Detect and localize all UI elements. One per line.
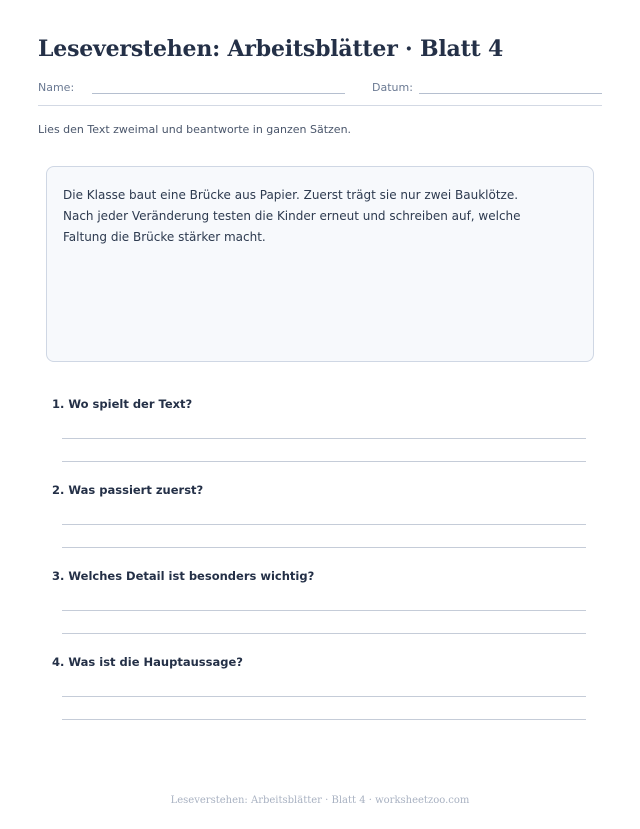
answer-line[interactable] [62, 633, 586, 634]
passage-line: Die Klasse baut eine Brücke aus Papier. Zuerst trägt sie nur zwei Bauklötze. [63, 188, 519, 202]
date-label: Datum: [372, 81, 413, 94]
question-1 [52, 397, 586, 467]
answer-line[interactable] [62, 438, 586, 439]
answer-line[interactable] [62, 719, 586, 720]
question-label: 4. Was ist die Hauptaussage? [52, 655, 243, 669]
answer-line[interactable] [62, 524, 586, 525]
question-2 [52, 483, 586, 553]
question-3 [52, 569, 586, 639]
answer-line[interactable] [62, 547, 586, 548]
date-field-line[interactable] [419, 93, 602, 94]
answer-line[interactable] [62, 610, 586, 611]
passage-line: Nach jeder Veränderung testen die Kinder erneut und schreiben auf, welche [63, 209, 521, 223]
reading-passage-box [46, 166, 594, 362]
page-title: Leseverstehen: Arbeitsblätter · Blatt 4 [38, 36, 504, 62]
name-label: Name: [38, 81, 75, 94]
question-label: 3. Welches Detail ist besonders wichtig? [52, 569, 315, 583]
passage-line: Faltung die Brücke stärker macht. [63, 230, 266, 244]
header-divider [38, 105, 602, 106]
answer-line[interactable] [62, 696, 586, 697]
page-footer: Leseverstehen: Arbeitsblätter · Blatt 4 · worksheetzoo.com [170, 795, 470, 806]
name-field-line[interactable] [92, 93, 345, 94]
answer-line[interactable] [62, 461, 586, 462]
instruction-text: Lies den Text zweimal und beantworte in ganzen Sätzen. [38, 123, 352, 136]
question-label: 2. Was passiert zuerst? [52, 483, 204, 497]
header-fields [38, 80, 602, 106]
question-label: 1. Wo spielt der Text? [52, 397, 193, 411]
question-4 [52, 655, 586, 725]
